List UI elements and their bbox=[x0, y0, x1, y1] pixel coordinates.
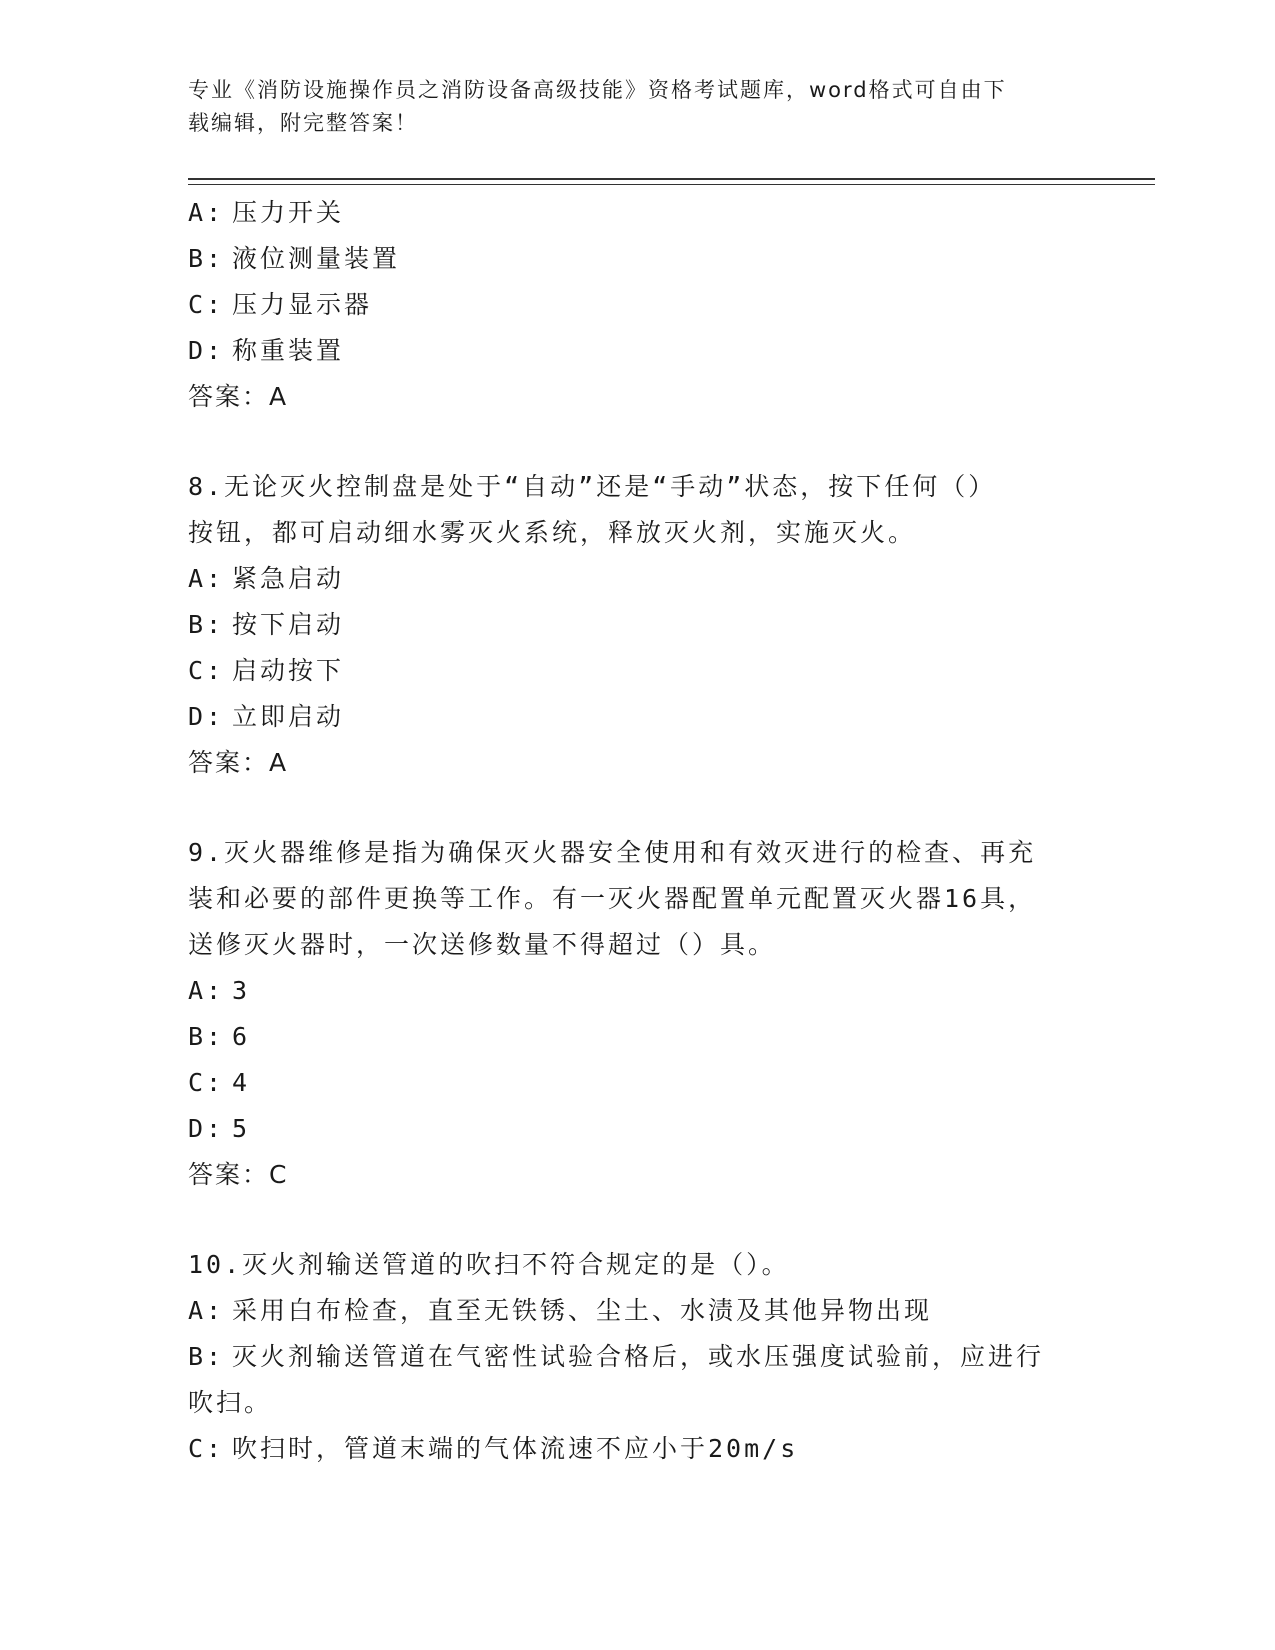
answer-line: 答案：C bbox=[188, 1160, 289, 1189]
question-stem-line: 送修灭火器时，一次送修数量不得超过（）具。 bbox=[188, 930, 777, 959]
header-divider-thin bbox=[188, 184, 1155, 185]
option-d: D: 立即启动 bbox=[188, 702, 345, 731]
question-content bbox=[188, 190, 1078, 1472]
question-stem-line: 按钮，都可启动细水雾灭火系统，释放灭火剂，实施灭火。 bbox=[188, 518, 917, 547]
header-line-2: 载编辑，附完整答案！ bbox=[188, 111, 418, 135]
option-c: C: 压力显示器 bbox=[188, 290, 373, 319]
question-9 bbox=[188, 830, 1078, 1198]
option-b: B: 液位测量装置 bbox=[188, 244, 401, 273]
header-line-1: 专业《消防设施操作员之消防设备高级技能》资格考试题库，word格式可自由下 bbox=[188, 78, 1007, 102]
question-stem-line: 10.灭火剂输送管道的吹扫不符合规定的是（）。 bbox=[188, 1250, 790, 1279]
option-c: C: 4 bbox=[188, 1068, 251, 1097]
option-a: A: 3 bbox=[188, 976, 251, 1005]
spacer bbox=[188, 1198, 1078, 1242]
question-8 bbox=[188, 464, 1078, 786]
option-b: B: 按下启动 bbox=[188, 610, 345, 639]
option-d: D: 5 bbox=[188, 1114, 251, 1143]
option-a: A: 紧急启动 bbox=[188, 564, 345, 593]
option-b: B: 灭火剂输送管道在气密性试验合格后，或水压强度试验前，应进行 bbox=[188, 1342, 1045, 1371]
option-a: A: 压力开关 bbox=[188, 198, 345, 227]
option-b-continuation: 吹扫。 bbox=[188, 1388, 273, 1417]
option-c: C: 吹扫时，管道末端的气体流速不应小于20m/s bbox=[188, 1434, 799, 1463]
option-b: B: 6 bbox=[188, 1022, 251, 1051]
answer-line: 答案：A bbox=[188, 748, 289, 777]
question-10 bbox=[188, 1242, 1078, 1472]
question-stem-line: 9.灭火器维修是指为确保灭火器安全使用和有效灭进行的检查、再充 bbox=[188, 838, 1037, 867]
answer-line: 答案：A bbox=[188, 382, 289, 411]
spacer bbox=[188, 420, 1078, 464]
question-7 bbox=[188, 190, 1078, 420]
header-divider-thick bbox=[188, 178, 1155, 180]
document-header bbox=[188, 74, 1068, 140]
option-c: C: 启动按下 bbox=[188, 656, 345, 685]
question-stem-line: 8.无论灭火控制盘是处于“自动”还是“手动”状态，按下任何（） bbox=[188, 472, 997, 501]
spacer bbox=[188, 786, 1078, 830]
option-a: A: 采用白布检查，直至无铁锈、尘土、水渍及其他异物出现 bbox=[188, 1296, 933, 1325]
option-d: D: 称重装置 bbox=[188, 336, 345, 365]
question-stem-line: 装和必要的部件更换等工作。有一灭火器配置单元配置灭火器16具， bbox=[188, 884, 1037, 913]
